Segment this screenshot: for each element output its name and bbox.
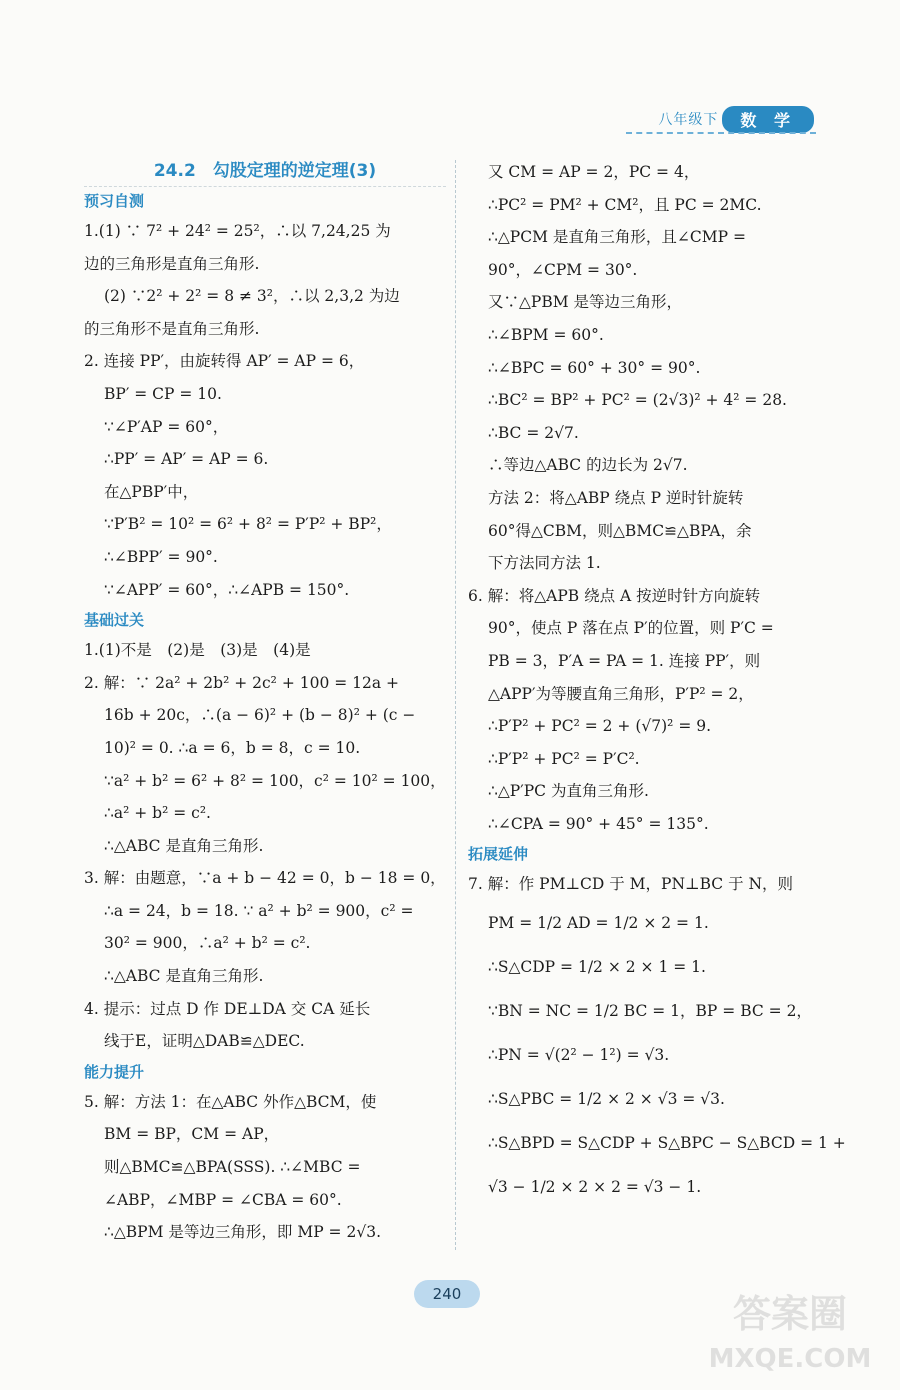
text-line: ∴PP′ = AP′ = AP = 6. xyxy=(104,450,269,469)
text-line: ∴△ABC 是直角三角形. xyxy=(104,836,264,855)
grade-label: 八年级下 xyxy=(658,112,719,128)
text-line: 16b + 20c，∴(a − 6)² + (b − 8)² + (c − xyxy=(104,706,416,725)
text-line: ∴△BPM 是等边三角形，即 MP = 2√3. xyxy=(104,1223,381,1242)
text-line: BP′ = CP = 10. xyxy=(104,384,222,403)
text-line: √3 − 1/2 × 2 × 2 = √3 − 1. xyxy=(488,1178,702,1197)
right-column xyxy=(468,156,846,1209)
text-line: 5. 解：方法 1：在△ABC 外作△BCM，使 xyxy=(84,1092,377,1111)
header-line xyxy=(626,132,816,134)
text-line: 在△PBP′中， xyxy=(104,482,199,501)
text-line: ∠ABP，∠MBP = ∠CBA = 60°. xyxy=(104,1190,342,1209)
column-divider xyxy=(455,160,456,1250)
text-line: 60°得△CBM，则△BMC≌△BPA，余 xyxy=(488,521,752,540)
section-heading: 预习自测 xyxy=(84,192,145,210)
text-line: ∴P′P² + PC² = 2 + (√7)² = 9. xyxy=(488,717,712,736)
text-line: ∴S△CDP = 1/2 × 2 × 1 = 1. xyxy=(488,958,706,977)
text-line: ∴P′P² + PC² = P′C². xyxy=(488,749,640,768)
text-line: 方法 2：将△ABP 绕点 P 逆时针旋转 xyxy=(488,488,744,507)
text-line: ∴等边△ABC 的边长为 2√7. xyxy=(488,456,688,475)
watermark-url: MXQE.COM xyxy=(708,1344,872,1374)
text-line: 线于E，证明△DAB≌△DEC. xyxy=(104,1032,305,1051)
text-line: ∴△P′PC 为直角三角形. xyxy=(488,782,649,801)
text-line: 2. 解：∵ 2a² + 2b² + 2c² + 100 = 12a + xyxy=(84,673,400,692)
header-badge xyxy=(658,106,814,132)
text-line: ∴△PCM 是直角三角形，且∠CMP = xyxy=(488,228,746,247)
text-line: 3. 解：由题意，∵a + b − 42 = 0，b − 18 = 0， xyxy=(84,869,446,888)
text-line: ∴BC² = BP² + PC² = (2√3)² + 4² = 28. xyxy=(488,391,787,410)
text-line: 下方法同方法 1. xyxy=(488,554,601,573)
text-line: PB = 3，P′A = PA = 1. 连接 PP′，则 xyxy=(488,651,761,670)
text-line: ∴∠CPA = 90° + 45° = 135°. xyxy=(488,814,709,833)
text-line: ∴S△PBC = 1/2 × 2 × √3 = √3. xyxy=(488,1090,725,1109)
page-number: 240 xyxy=(414,1280,480,1308)
text-line: 1.(1)不是 (2)是 (3)是 (4)是 xyxy=(84,641,311,660)
text-line: ∴BC = 2√7. xyxy=(488,423,579,442)
text-line: ∵∠APP′ = 60°，∴∠APB = 150°. xyxy=(104,580,350,599)
text-line: (2) ∵2² + 2² = 8 ≠ 3²，∴以 2,3,2 为边 xyxy=(104,287,400,306)
text-line: 又 CM = AP = 2，PC = 4， xyxy=(488,163,700,181)
text-line: 10)² = 0. ∴a = 6，b = 8，c = 10. xyxy=(104,738,361,757)
text-line: ∴S△BPD = S△CDP + S△BPC − S△BCD = 1 + xyxy=(488,1134,846,1153)
text-line: ∴△ABC 是直角三角形. xyxy=(104,967,264,986)
section-heading: 拓展延伸 xyxy=(468,845,529,864)
text-line: ∴a² + b² = c². xyxy=(104,804,211,823)
text-line: ∴PC² = PM² + CM²，且 PC = 2MC. xyxy=(488,195,762,214)
text-line: ∵a² + b² = 6² + 8² = 100，c² = 10² = 100， xyxy=(104,771,446,790)
text-line: ∵∠P′AP = 60°， xyxy=(104,417,229,436)
text-line: 1.(1) ∵ 7² + 24² = 25²，∴以 7,24,25 为 xyxy=(84,222,391,240)
subject-label: 数 学 xyxy=(722,106,814,133)
text-line: 90°，使点 P 落在点 P′的位置，则 P′C = xyxy=(488,619,774,638)
section-heading: 能力提升 xyxy=(84,1062,145,1081)
text-line: ∴∠BPP′ = 90°. xyxy=(104,547,218,566)
text-line: 30² = 900，∴a² + b² = c². xyxy=(104,934,311,953)
section-title: 24.2 勾股定理的逆定理(3) xyxy=(84,156,446,187)
watermark-text: 答案圈 xyxy=(732,1292,848,1336)
text-line: ∴∠BPM = 60°. xyxy=(488,325,604,344)
text-line: 又∵△PBM 是等边三角形， xyxy=(488,293,683,312)
text-line: ∵P′B² = 10² = 6² + 8² = P′P² + BP²， xyxy=(104,515,392,534)
text-line: ∵BN = NC = 1/2 BC = 1，BP = BC = 2， xyxy=(488,1002,812,1021)
section-heading: 基础过关 xyxy=(84,611,145,630)
text-line: BM = BP，CM = AP， xyxy=(104,1125,280,1144)
text-line: △APP′为等腰直角三角形，P′P² = 2， xyxy=(488,684,754,703)
text-line: 6. 解：将△APB 绕点 A 按逆时针方向旋转 xyxy=(468,586,761,605)
text-line: 4. 提示：过点 D 作 DE⊥DA 交 CA 延长 xyxy=(84,999,371,1018)
text-line: 90°，∠CPM = 30°. xyxy=(488,260,638,279)
text-line: 边的三角形是直角三角形. xyxy=(84,254,260,273)
text-line: PM = 1/2 AD = 1/2 × 2 = 1. xyxy=(488,914,709,933)
text-line: ∴∠BPC = 60° + 30° = 90°. xyxy=(488,358,701,377)
text-line: 的三角形不是直角三角形. xyxy=(84,319,260,338)
text-line: ∴PN = √(2² − 1²) = √3. xyxy=(488,1046,670,1065)
text-line: ∴a = 24，b = 18. ∵ a² + b² = 900，c² = xyxy=(104,901,414,920)
text-line: 2. 连接 PP′，由旋转得 AP′ = AP = 6， xyxy=(84,352,365,371)
left-column xyxy=(84,156,446,1249)
watermark-logo xyxy=(690,1272,890,1382)
text-line: 则△BMC≌△BPA(SSS). ∴∠MBC = xyxy=(104,1158,361,1177)
text-line: 7. 解：作 PM⊥CD 于 M，PN⊥BC 于 N，则 xyxy=(468,875,794,894)
